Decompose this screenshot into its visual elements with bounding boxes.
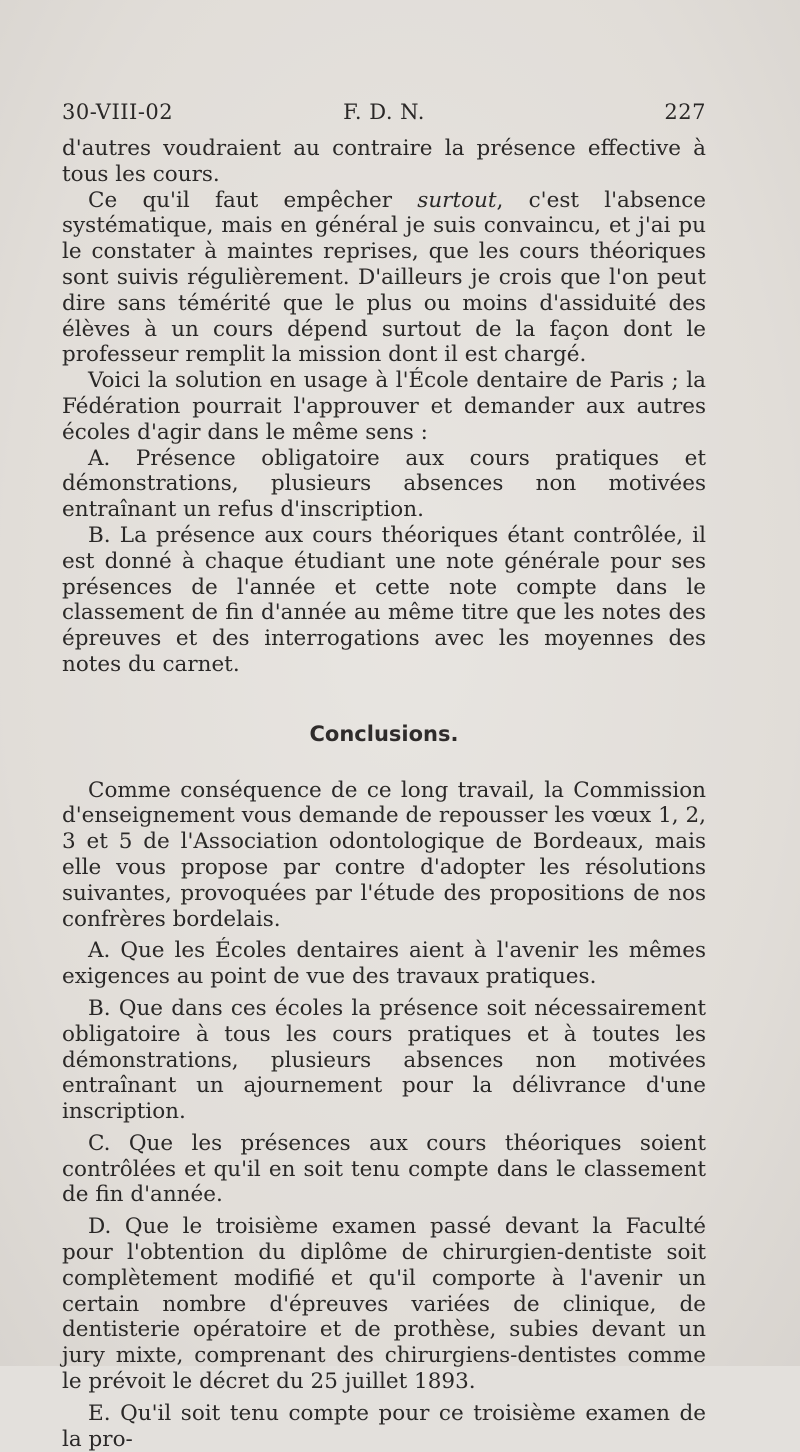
list-item: A. Que les Écoles dentaires aient à l'avenir les mêmes exigences au point de vue des travaux pratiques. xyxy=(62,938,706,990)
list-item: A. Présence obligatoire aux cours pratiques et démonstrations, plusieurs absences non motivées entraînant un refus d'inscription. xyxy=(62,445,706,523)
paragraph: Voici la solution en usage à l'École dentaire de Paris ; la Fédération pourrait l'approuver et demander aux autres écoles d'agir dans le même sens : xyxy=(62,368,706,445)
list-item: E. Qu'il soit tenu compte pour ce troisième examen de la pro- xyxy=(62,1400,706,1452)
section-heading: Conclusions. xyxy=(309,721,459,746)
list-item: D. Que le troisième examen passé devant la Faculté pour l'obtention du diplôme de chirurgien-dentiste soit complètement modifié et qu'il comporte à l'avenir un certain nombre d'épreuves variées de clinique, de dentisterie opératoire et de prothèse, subies devant un jury mixte, comprenant des chirurgiens-dentistes comme le prévoit le décret du 25 juillet 1893. xyxy=(62,1214,706,1395)
header-title: F. D. N. xyxy=(343,100,425,124)
paragraph xyxy=(62,188,706,369)
text-run: Ce qu'il faut empêcher xyxy=(88,187,418,213)
header-date: 30-VIII-02 xyxy=(62,100,174,124)
emphasis: surtout xyxy=(417,187,497,213)
list-item: C. Que les présences aux cours théoriques soient contrôlées et qu'il en soit tenu compte dans le classement de fin d'année. xyxy=(62,1130,706,1208)
list-item: B. La présence aux cours théoriques étant contrôlée, il est donné à chaque étudiant une note générale pour ses présences de l'année et cette note compte dans le classement de fin d'année au même titre que les notes des épreuves et des interrogations avec les moyennes des notes du carnet. xyxy=(62,522,706,677)
paragraph: Comme conséquence de ce long travail, la Commission d'enseignement vous demande de repousser les vœux 1, 2, 3 et 5 de l'Association odontologique de Bordeaux, mais elle vous propose par contre d'adopter les résolutions suivantes, provoquées par l'étude des propositions de nos confrères bordelais. xyxy=(62,777,706,932)
running-header xyxy=(62,100,706,128)
text-run: , c'est l'absence systématique, mais en général je suis convaincu, et j'ai pu le constater à maintes reprises, que les cours théoriques sont suivis régulièrement. D'ailleurs je crois que l'on peut dire sans témérité que le plus ou moins d'assiduité des élèves à un cours dépend surtout de la façon dont le professeur remplit la mission dont il est chargé. xyxy=(62,187,706,368)
body-text xyxy=(62,136,706,1452)
paragraph: d'autres voudraient au contraire la présence effective à tous les cours. xyxy=(62,136,706,187)
list-item: B. Que dans ces écoles la présence soit nécessairement obligatoire à tous les cours pratiques et à toutes les démonstrations, plusieurs absences non motivées entraînant un ajournement pour la délivrance d'une inscription. xyxy=(62,995,706,1125)
page-number: 227 xyxy=(664,100,706,124)
